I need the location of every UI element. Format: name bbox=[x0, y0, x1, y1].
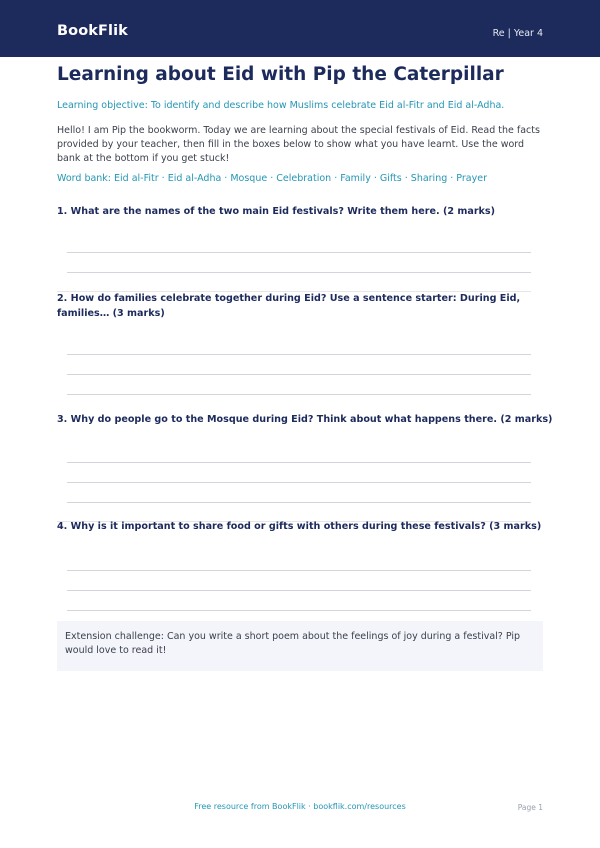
answer-line[interactable] bbox=[67, 374, 531, 375]
answer-line[interactable] bbox=[67, 482, 531, 483]
question-4: 4. Why is it important to share food or gifts with others during these festivals? (3 marks) bbox=[57, 521, 542, 532]
answer-line[interactable] bbox=[67, 272, 531, 273]
footer-resource-link[interactable]: Free resource from BookFlik · bookflik.com/resources bbox=[194, 802, 406, 811]
answer-line[interactable] bbox=[67, 610, 531, 611]
subject-year: Re | Year 4 bbox=[492, 28, 543, 39]
learning-objective: Learning objective: To identify and describe how Muslims celebrate Eid al-Fitr and Eid al-Adha. bbox=[57, 100, 505, 111]
answer-line[interactable] bbox=[67, 462, 531, 463]
question-2: 2. How do families celebrate together during Eid? Use a sentence starter: During Eid, families… (3 marks) bbox=[57, 293, 521, 319]
word-bank: Word bank: Eid al-Fitr · Eid al-Adha · Mosque · Celebration · Family · Gifts · Sharing · Prayer bbox=[57, 173, 487, 184]
answer-line[interactable] bbox=[67, 590, 531, 591]
intro-text: Hello! I am Pip the bookworm. Today we are learning about the special festivals of Eid. Read the facts provided by your teacher, then fill in the boxes below to show what you have learnt. Use the word bank at the bottom if you get stuck! bbox=[57, 125, 540, 164]
brand-logo[interactable]: BookFlik bbox=[57, 23, 128, 39]
answer-line[interactable] bbox=[67, 252, 531, 253]
page-number: Page 1 bbox=[517, 803, 543, 812]
answer-line[interactable] bbox=[67, 570, 531, 571]
page-title: Learning about Eid with Pip the Caterpillar bbox=[57, 64, 504, 85]
answer-line[interactable] bbox=[67, 394, 531, 395]
header-bar bbox=[0, 0, 600, 57]
answer-line[interactable] bbox=[67, 354, 531, 355]
question-1: 1. What are the names of the two main Eid festivals? Write them here. (2 marks) bbox=[57, 206, 496, 217]
question-3: 3. Why do people go to the Mosque during Eid? Think about what happens there. (2 marks) bbox=[57, 414, 553, 425]
answer-line[interactable] bbox=[67, 502, 531, 503]
extension-challenge: Extension challenge: Can you write a short poem about the feelings of joy during a festival? Pip would love to read it! bbox=[57, 621, 543, 671]
